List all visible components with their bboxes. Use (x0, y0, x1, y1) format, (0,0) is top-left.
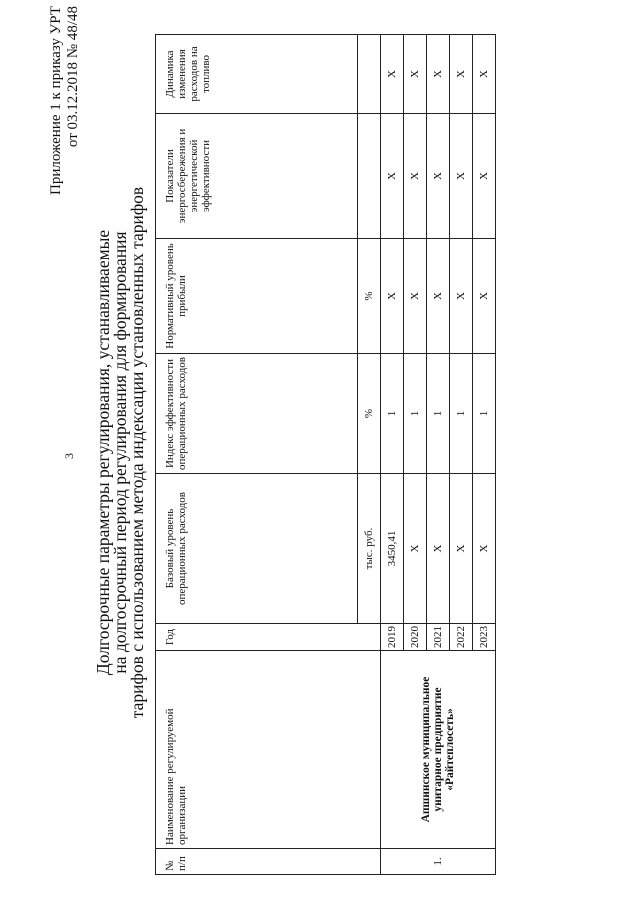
cell-base: 3450,41 (381, 474, 404, 624)
header-profit: Нормативный уровень прибыли (156, 239, 358, 354)
cell-year: 2023 (473, 624, 496, 651)
cell-fuel: Х (473, 35, 496, 114)
cell-fuel: Х (404, 35, 427, 114)
cell-fuel: Х (381, 35, 404, 114)
cell-profit: Х (404, 239, 427, 354)
parameters-table (155, 34, 496, 875)
cell-profit: Х (473, 239, 496, 354)
cell-energy: Х (450, 114, 473, 239)
appendix-line-1: Приложение 1 к приказу УРТ (48, 6, 64, 195)
table-row (381, 35, 404, 875)
header-energy: Показатели энергосбережения и энергетической эффективности (156, 114, 358, 239)
cell-energy: Х (404, 114, 427, 239)
cell-year: 2019 (381, 624, 404, 651)
cell-energy: Х (473, 114, 496, 239)
cell-energy: Х (427, 114, 450, 239)
cell-base: Х (473, 474, 496, 624)
page-number: 3 (62, 453, 76, 459)
cell-profit: Х (381, 239, 404, 354)
cell-year: 2021 (427, 624, 450, 651)
cell-year: 2020 (404, 624, 427, 651)
cell-profit: Х (427, 239, 450, 354)
cell-profit: Х (450, 239, 473, 354)
unit-fuel-empty (358, 35, 381, 114)
cell-base: Х (450, 474, 473, 624)
appendix-line-2: от 03.12.2018 № 48/48 (65, 6, 81, 148)
org-number: 1. (381, 849, 496, 875)
header-index: Индекс эффективности операционных расходов (156, 354, 358, 474)
title-line-1: Долгосрочные параметры регулирования, устанавливаемые (93, 229, 113, 676)
cell-index: 1 (473, 354, 496, 474)
cell-index: 1 (450, 354, 473, 474)
unit-energy-empty (358, 114, 381, 239)
cell-year: 2022 (450, 624, 473, 651)
unit-profit: % (358, 239, 381, 354)
document-title (95, 0, 146, 905)
title-line-2: на долгосрочный период регулирования для формирования (110, 231, 130, 674)
cell-base: Х (404, 474, 427, 624)
cell-index: 1 (404, 354, 427, 474)
title-line-3: тарифов с использованием метода индексации установленных тарифов (127, 186, 147, 719)
cell-fuel: Х (450, 35, 473, 114)
cell-index: 1 (381, 354, 404, 474)
table-header-row (156, 35, 358, 875)
header-org: Наименование регулируемой организации (156, 651, 381, 849)
org-name: Апшинское муниципальное унитарное предприятие «Райтеплосеть» (381, 651, 496, 849)
cell-fuel: Х (427, 35, 450, 114)
appendix-note (48, 6, 82, 195)
unit-base: тыс. руб. (358, 474, 381, 624)
unit-index: % (358, 354, 381, 474)
header-year: Год (156, 624, 381, 651)
cell-base: Х (427, 474, 450, 624)
header-base: Базовый уровень операционных расходов (156, 474, 358, 624)
header-fuel: Динамика изменения расходов на топливо (156, 35, 358, 114)
cell-index: 1 (427, 354, 450, 474)
cell-energy: Х (381, 114, 404, 239)
header-num: № п/п (156, 849, 381, 875)
